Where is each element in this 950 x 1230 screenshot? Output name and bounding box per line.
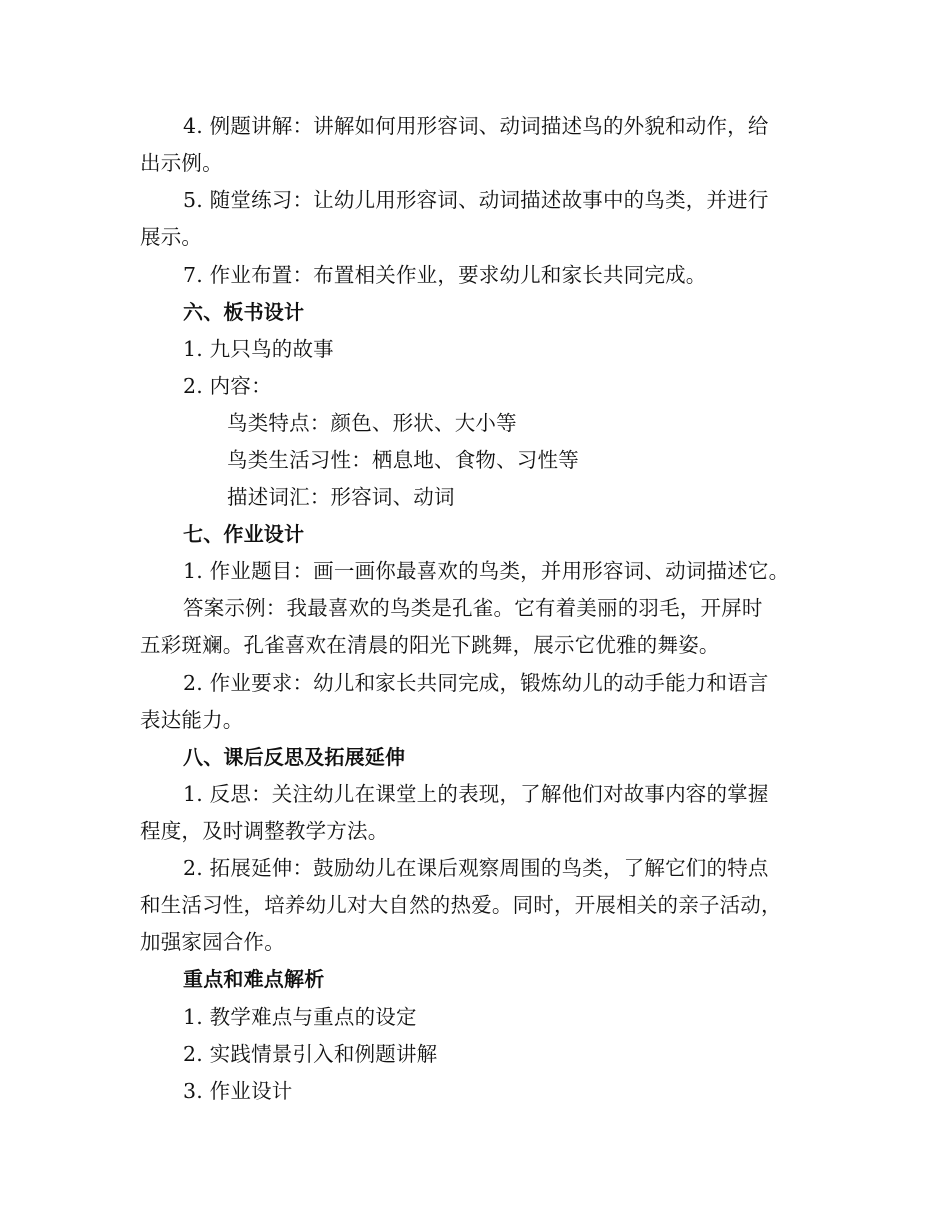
section-heading: 重点和难点解析	[183, 967, 325, 991]
list-item: 1. 教学难点与重点的设定	[183, 1005, 417, 1029]
list-item: 1. 九只鸟的故事	[183, 337, 334, 361]
paragraph-line: 1. 作业题目：画一画你最喜欢的鸟类，并用形容词、动词描述它。	[183, 559, 790, 583]
paragraph-line: 加强家园合作。	[140, 930, 285, 954]
paragraph-line: 答案示例：我最喜欢的鸟类是孔雀。它有着美丽的羽毛，开屏时	[183, 596, 763, 620]
paragraph-line: 展示。	[140, 225, 203, 249]
paragraph-line: 5. 随堂练习：让幼儿用形容词、动词描述故事中的鸟类，并进行	[183, 188, 769, 212]
paragraph-line: 1. 反思：关注幼儿在课堂上的表现，了解他们对故事内容的掌握	[183, 782, 769, 806]
section-heading: 七、作业设计	[183, 522, 305, 546]
paragraph-line: 程度，及时调整教学方法。	[140, 819, 389, 843]
list-item: 2. 实践情景引入和例题讲解	[183, 1042, 438, 1066]
paragraph-line: 2. 拓展延伸：鼓励幼儿在课后观察周围的鸟类，了解它们的特点	[183, 856, 769, 880]
paragraph-line: 和生活习性，培养幼儿对大自然的热爱。同时，开展相关的亲子活动，	[140, 893, 782, 917]
section-heading: 六、板书设计	[183, 300, 305, 324]
paragraph-line: 五彩斑斓。孔雀喜欢在清晨的阳光下跳舞，展示它优雅的舞姿。	[140, 633, 720, 657]
paragraph-line: 2. 作业要求：幼儿和家长共同完成，锻炼幼儿的动手能力和语言	[183, 671, 769, 695]
paragraph-line: 4. 例题讲解：讲解如何用形容词、动词描述鸟的外貌和动作，给	[183, 114, 769, 138]
paragraph-line: 7. 作业布置：布置相关作业，要求幼儿和家长共同完成。	[183, 263, 707, 287]
list-item: 3. 作业设计	[183, 1079, 293, 1103]
list-item: 2. 内容：	[183, 374, 272, 398]
section-heading: 八、课后反思及拓展延伸	[183, 745, 406, 769]
paragraph-line: 出示例。	[140, 151, 223, 175]
sub-list-item: 鸟类特点：颜色、形状、大小等	[227, 411, 517, 435]
paragraph-line: 表达能力。	[140, 708, 244, 732]
sub-list-item: 鸟类生活习性：栖息地、食物、习性等	[227, 448, 579, 472]
sub-list-item: 描述词汇：形容词、动词	[227, 485, 455, 509]
